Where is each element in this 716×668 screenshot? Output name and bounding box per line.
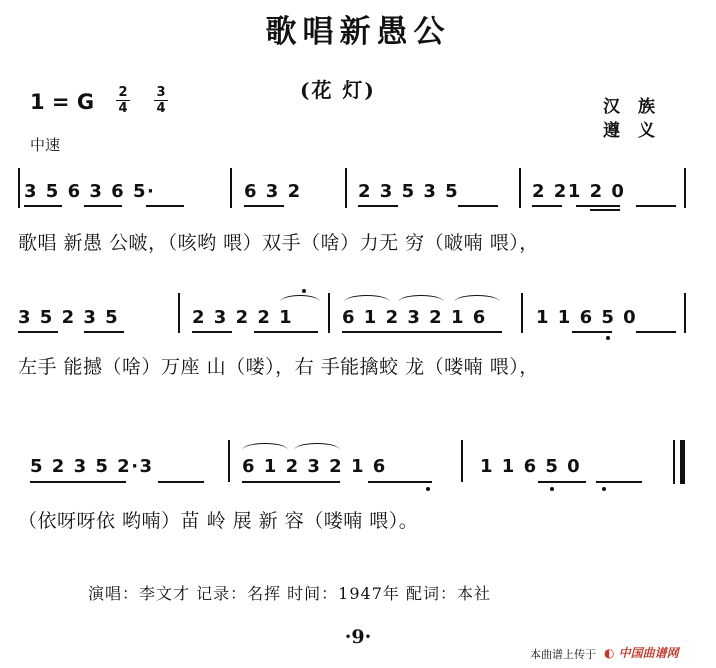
beam-underline xyxy=(342,331,502,333)
notation-measure: 6 3 2 xyxy=(244,181,302,202)
beam-underline xyxy=(358,205,398,207)
barline xyxy=(684,293,686,333)
beam-underline xyxy=(254,331,318,333)
meter-top: 2 xyxy=(118,85,128,100)
slur-arc xyxy=(294,443,340,450)
slur-arc xyxy=(344,295,390,302)
time-signature-3-4 xyxy=(154,86,168,115)
beam-underline xyxy=(158,481,204,483)
lyrics-line: 左手 能撼（啥）万座 山（喽），右 手能擒蛟 龙（喽喃 喂）， xyxy=(18,356,539,378)
page-number: ·9· xyxy=(344,626,372,648)
notation-measure: 1 1 6 5 0 xyxy=(480,456,582,477)
credits-line: 演唱：李文才 记录：名挥 时间：1947年 配词：本社 xyxy=(88,584,491,603)
octave-dot xyxy=(550,487,554,491)
key-signature: 1 = G xyxy=(30,90,95,114)
final-barline-thick xyxy=(680,440,685,484)
song-title: 歌唱新愚公 xyxy=(265,14,451,50)
notation-measure: 2 3 2 2 1 xyxy=(192,307,294,328)
notation-measure: 3 5 6 3 6 5· xyxy=(24,181,156,202)
beam-underline xyxy=(24,205,62,207)
beam-underline xyxy=(244,205,284,207)
site-name: 中国曲谱网 xyxy=(618,646,679,660)
style-tag: (花 灯) xyxy=(300,78,376,102)
beam-underline xyxy=(636,331,676,333)
source-region: 遵义 xyxy=(603,121,673,141)
notation-measure: 2 21 2 0 xyxy=(532,181,626,202)
barline xyxy=(521,293,523,333)
meter-bottom: 4 xyxy=(156,101,166,116)
beam-underline xyxy=(30,481,126,483)
beam-underline xyxy=(146,205,184,207)
beam-underline xyxy=(192,331,232,333)
beam-underline xyxy=(84,331,124,333)
barline xyxy=(345,168,347,208)
site-logo xyxy=(604,644,679,661)
octave-dot xyxy=(426,487,430,491)
beam-underline xyxy=(590,209,620,211)
notation-measure: 6 1 2 3 2 1 6 xyxy=(242,456,387,477)
slur-arc xyxy=(398,295,444,302)
beam-underline xyxy=(18,331,58,333)
source-ethnicity: 汉族 xyxy=(603,97,673,117)
beam-underline xyxy=(532,205,562,207)
lyrics-line: 歌唱 新愚 公啵，（咳哟 喂）双手（啥）力无 穷（啵喃 喂）， xyxy=(18,232,539,254)
notation-measure: 3 5 2 3 5 xyxy=(18,307,120,328)
barline xyxy=(230,168,232,208)
octave-dot xyxy=(302,289,306,293)
barline xyxy=(461,440,463,482)
slur-arc xyxy=(454,295,500,302)
beam-underline xyxy=(368,481,432,483)
time-signature-2-4 xyxy=(116,86,130,115)
tempo-marking: 中速 xyxy=(30,136,61,154)
meter-top: 3 xyxy=(156,85,166,100)
notation-measure: 2 3 5 3 5 xyxy=(358,181,460,202)
beam-underline xyxy=(576,205,620,207)
logo-mark-icon: ◐ xyxy=(604,646,615,660)
meter-bottom: 4 xyxy=(118,101,128,116)
left-barline xyxy=(18,168,20,208)
slur-arc xyxy=(280,295,320,302)
barline xyxy=(328,293,330,333)
barline xyxy=(519,168,521,208)
octave-dot xyxy=(606,336,610,340)
beam-underline xyxy=(84,205,122,207)
barline xyxy=(178,293,180,333)
beam-underline xyxy=(596,481,642,483)
lyrics-line: （依呀呀依 哟喃）苗 岭 展 新 容（喽喃 喂）。 xyxy=(18,510,419,532)
octave-dot xyxy=(602,487,606,491)
barline xyxy=(684,168,686,208)
notation-measure: 6 1 2 3 2 1 6 xyxy=(342,307,487,328)
slur-arc xyxy=(242,443,288,450)
beam-underline xyxy=(572,331,612,333)
notation-measure: 5 2 3 5 2·3 xyxy=(30,456,154,477)
beam-underline xyxy=(538,481,586,483)
beam-underline xyxy=(636,205,676,207)
beam-underline xyxy=(458,205,498,207)
notation-measure: 1 1 6 5 0 xyxy=(536,307,638,328)
final-barline-thin xyxy=(673,440,675,484)
beam-underline xyxy=(242,481,340,483)
upload-note: 本曲谱上传于 xyxy=(530,648,596,661)
barline xyxy=(228,440,230,482)
